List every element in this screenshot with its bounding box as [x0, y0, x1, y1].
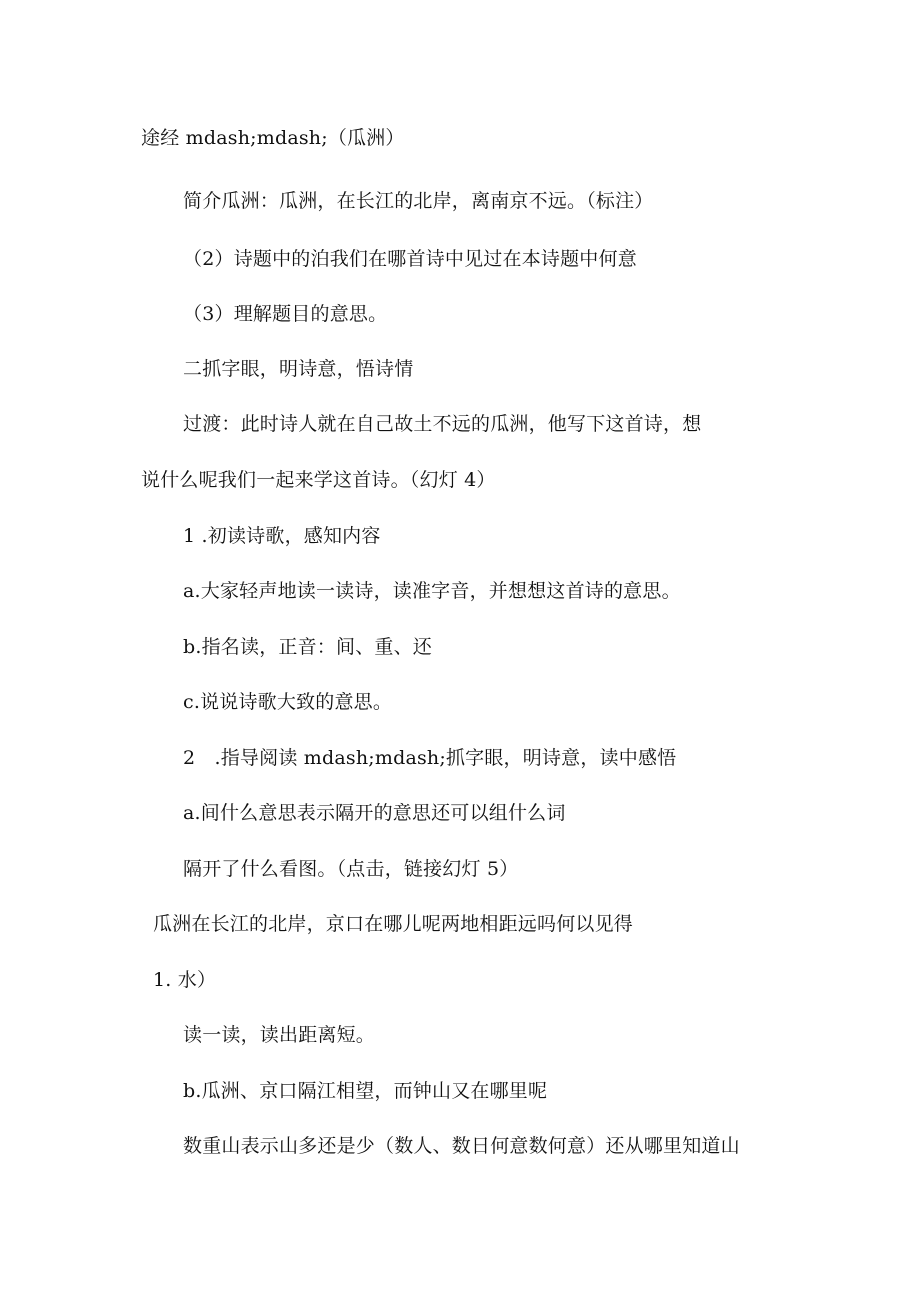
- text-line: 说什么呢我们一起来学这首诗。（幻灯 4）: [141, 469, 496, 491]
- text-line: 瓜洲在长江的北岸，京口在哪儿呢两地相距远吗何以见得: [153, 913, 634, 935]
- text-line: 途经 mdash;mdash;（瓜洲）: [141, 127, 405, 149]
- text-line: 读一读，读出距离短。: [183, 1024, 376, 1046]
- text-line: a.大家轻声地读一读诗，读准字音，并想想这首诗的意思。: [183, 580, 681, 602]
- text-line: 2 .指导阅读 mdash;mdash;抓字眼，明诗意，读中感悟: [183, 747, 677, 769]
- text-line: 简介瓜洲：瓜洲，在长江的北岸，离南京不远。（标注）: [183, 190, 654, 212]
- text-line: 1. 水）: [153, 969, 217, 991]
- text-line: b.瓜洲、京口隔江相望，而钟山又在哪里呢: [183, 1080, 548, 1102]
- text-line: （2）诗题中的泊我们在哪首诗中见过在本诗题中何意: [183, 248, 637, 270]
- text-line: 隔开了什么看图。（点击，链接幻灯 5）: [183, 858, 519, 880]
- section-heading: 二抓字眼，明诗意，悟诗情: [183, 358, 414, 380]
- text-line: 数重山表示山多还是少（数人、数日何意数何意）还从哪里知道山: [183, 1135, 740, 1157]
- text-line: 1 .初读诗歌，感知内容: [183, 525, 381, 547]
- text-line: c.说说诗歌大致的意思。: [183, 691, 393, 713]
- text-line: （3）理解题目的意思。: [183, 303, 388, 325]
- text-line: a.间什么意思表示隔开的意思还可以组什么词: [183, 802, 566, 824]
- text-line: 过渡：此时诗人就在自己故土不远的瓜洲，他写下这首诗，想: [183, 413, 702, 435]
- text-line: b.指名读，正音：间、重、还: [183, 636, 433, 658]
